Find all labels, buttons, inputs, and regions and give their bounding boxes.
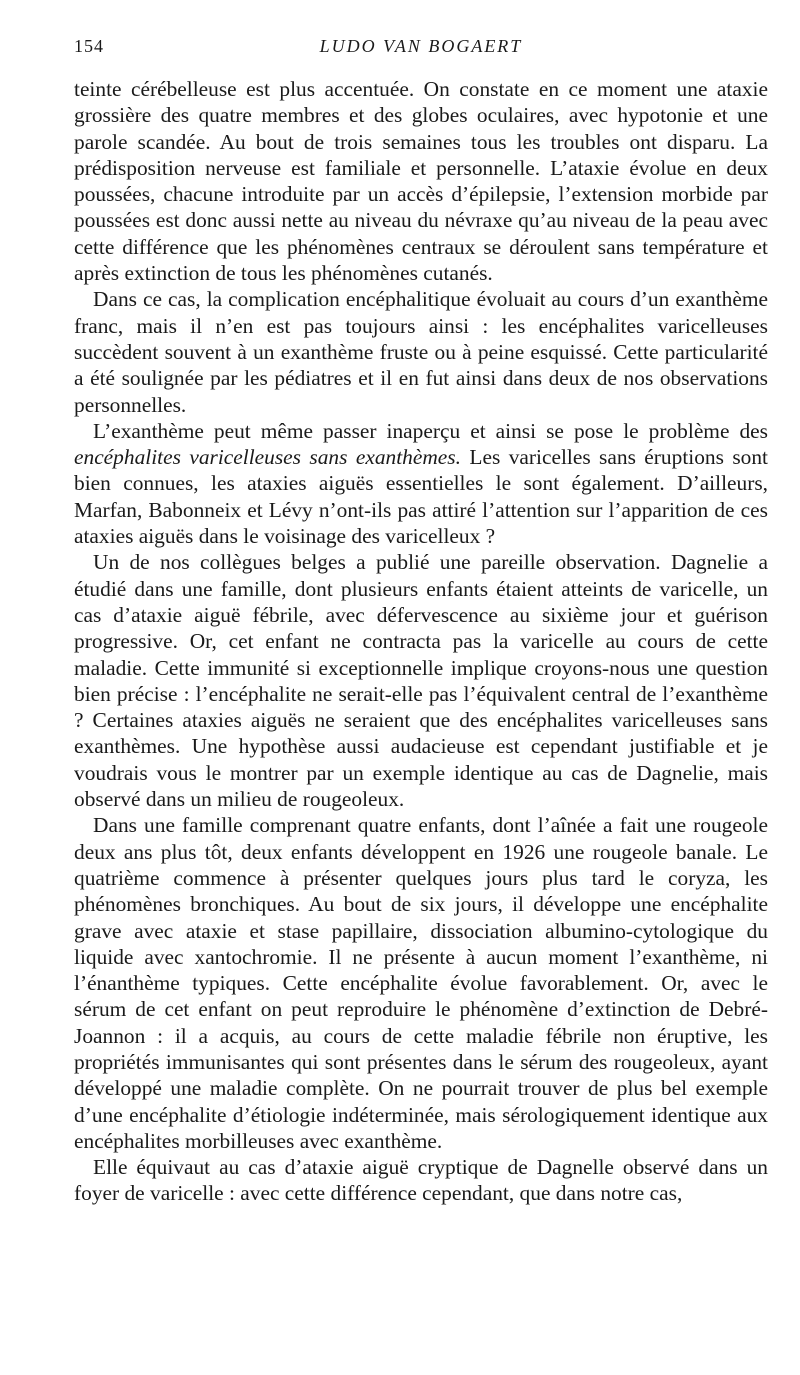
paragraph-continued: teinte cérébelleuse est plus accentuée. On constate en ce moment une ataxie grossière des quatre membres et des globes oculaires, avec hypotonie et une parole scandée. Au bout de trois semaines tous les troubles ont disparu. La prédisposition nerveuse est familiale et personnelle. L’ataxie évolue en deux poussées, chacune introduite par un accès d’épilepsie, l’extension morbide par poussées est donc aussi nette au niveau du névraxe qu’au niveau de la peau avec cette différence que les phénomènes centraux se déroulent sans température et après extinction de tous les phénomènes cutanés. bbox=[74, 77, 768, 286]
paragraph: Elle équivaut au cas d’ataxie aiguë cryptique de Dagnelle observé dans un foyer de varicelle : avec cette différence cependant, que dans notre cas, bbox=[74, 1155, 768, 1206]
paragraph-text: L’exanthème peut même passer inaperçu et ainsi se pose le problème des bbox=[93, 418, 768, 443]
paragraph bbox=[74, 418, 768, 549]
page-number: 154 bbox=[74, 36, 104, 56]
paragraph: Un de nos collègues belges a publié une pareille observation. Dagnelie a étudié dans une famille, dont plusieurs enfants étaient atteints de varicelle, un cas d’ataxie aiguë fébrile, avec défervescence au sixième jour et guérison progressive. Or, cet enfant ne contracta pas la varicelle au cours de cette maladie. Cette immunité si exceptionnelle implique croyons-nous une question bien précise : l’encéphalite ne serait-elle pas l’équivalent central de l’exanthème ? Certaines ataxies aiguës ne seraient que des encéphalites varicelleuses sans exanthèmes. Une hypothèse aussi audacieuse est cependant justifiable et je voudrais vous le montrer par un exemple identique au cas de Dagnelie, mais observé dans un milieu de rougeoleux. bbox=[74, 550, 768, 812]
book-page bbox=[74, 36, 768, 1207]
paragraph-text: Les varicelles sans éruptions sont bien connues, les ataxies aiguës essentielles le sont également. D’ailleurs, Marfan, Babonneix et Lévy n’ont-ils pas attiré l’attention sur l’apparition de ces ataxies aiguës dans le voisinage des varicelleux ? bbox=[74, 445, 768, 549]
paragraph: Dans une famille comprenant quatre enfants, dont l’aînée a fait une rougeole deux ans plus tôt, deux enfants développent en 1926 une rougeole banale. Le quatrième commence à présenter quelques jours plus tard le coryza, les phénomènes bronchiques. Au bout de six jours, il développe une encéphalite grave avec ataxie et stase papillaire, dissociation albumino-cytologique du liquide avec xantochromie. Il ne présente à aucun moment l’exanthème, ni l’énanthème typiques. Cette encéphalite évolue favorablement. Or, avec le sérum de cet enfant on peut reproduire le phénomène d’extinction de Debré-Joannon : il a acquis, au cours de cette maladie fébrile non éruptive, les propriétés immunisantes qui sont présentes dans le sérum des rougeoleux, ayant développé une maladie complète. On ne pourrait trouver de plus bel exemple d’une encéphalite d’étiologie indéterminée, mais sérologiquement identique aux encéphalites morbilleuses avec exanthème. bbox=[74, 813, 768, 1153]
italic-phrase: encéphalites varicelleuses sans exanthèmes. bbox=[74, 445, 461, 470]
page-header bbox=[74, 36, 768, 72]
running-title: LUDO VAN BOGAERT bbox=[319, 36, 523, 56]
paragraph: Dans ce cas, la complication encéphalitique évoluait au cours d’un exanthème franc, mais il n’en est pas toujours ainsi : les encéphalites varicelleuses succèdent souvent à un exanthème fruste ou à peine esquissé. Cette particularité a été soulignée par les pédiatres et il en fut ainsi dans deux de nos observations personnelles. bbox=[74, 287, 768, 417]
body-text bbox=[74, 76, 768, 1207]
